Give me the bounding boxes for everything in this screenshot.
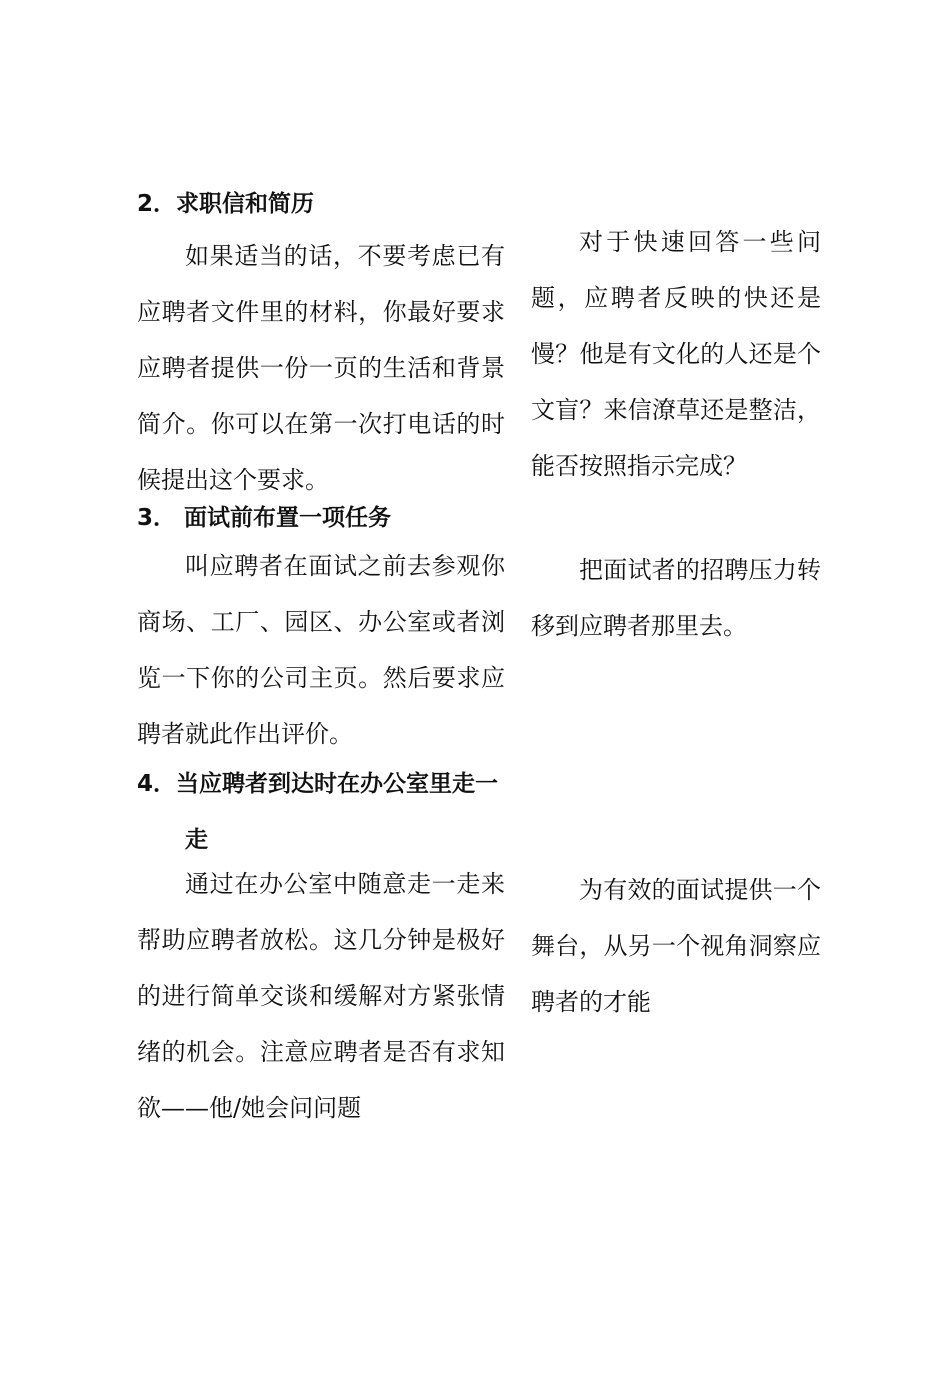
section-4-heading: 4．当应聘者到达时在办公室里走一走 [137,771,499,853]
section-4-paragraph: 通过在办公室中随意走一走来帮助应聘者放松。这几分钟是极好的进行简单交谈和缓解对方紧张情绪的机会。注意应聘者是否有求知欲——他/她会问问题 [137,870,505,1122]
side-note-section-4: 为有效的面试提供一个舞台，从另一个视角洞察应聘者的才能 [531,876,821,1016]
side-note-section-2: 对于快速回答一些问题，应聘者反映的快还是慢？他是有文化的人还是个文盲？来信潦草还是整洁，能否按照指示完成？ [531,228,821,480]
section-2-paragraph: 如果适当的话，不要考虑已有应聘者文件里的材料，你最好要求应聘者提供一份一页的生活和背景简介。你可以在第一次打电话的时候提出这个要求。 [137,242,505,494]
side-note-section-3: 把面试者的招聘压力转移到应聘者那里去。 [531,556,821,640]
main-column [137,186,505,1136]
section-2-heading: 2．求职信和简历 [137,191,315,217]
section-3-heading: 3． 面试前布置一项任务 [137,505,392,531]
section-3-paragraph: 叫应聘者在面试之前去参观你商场、工厂、园区、办公室或者浏览一下你的公司主页。然后要求应聘者就此作出评价。 [137,552,505,748]
